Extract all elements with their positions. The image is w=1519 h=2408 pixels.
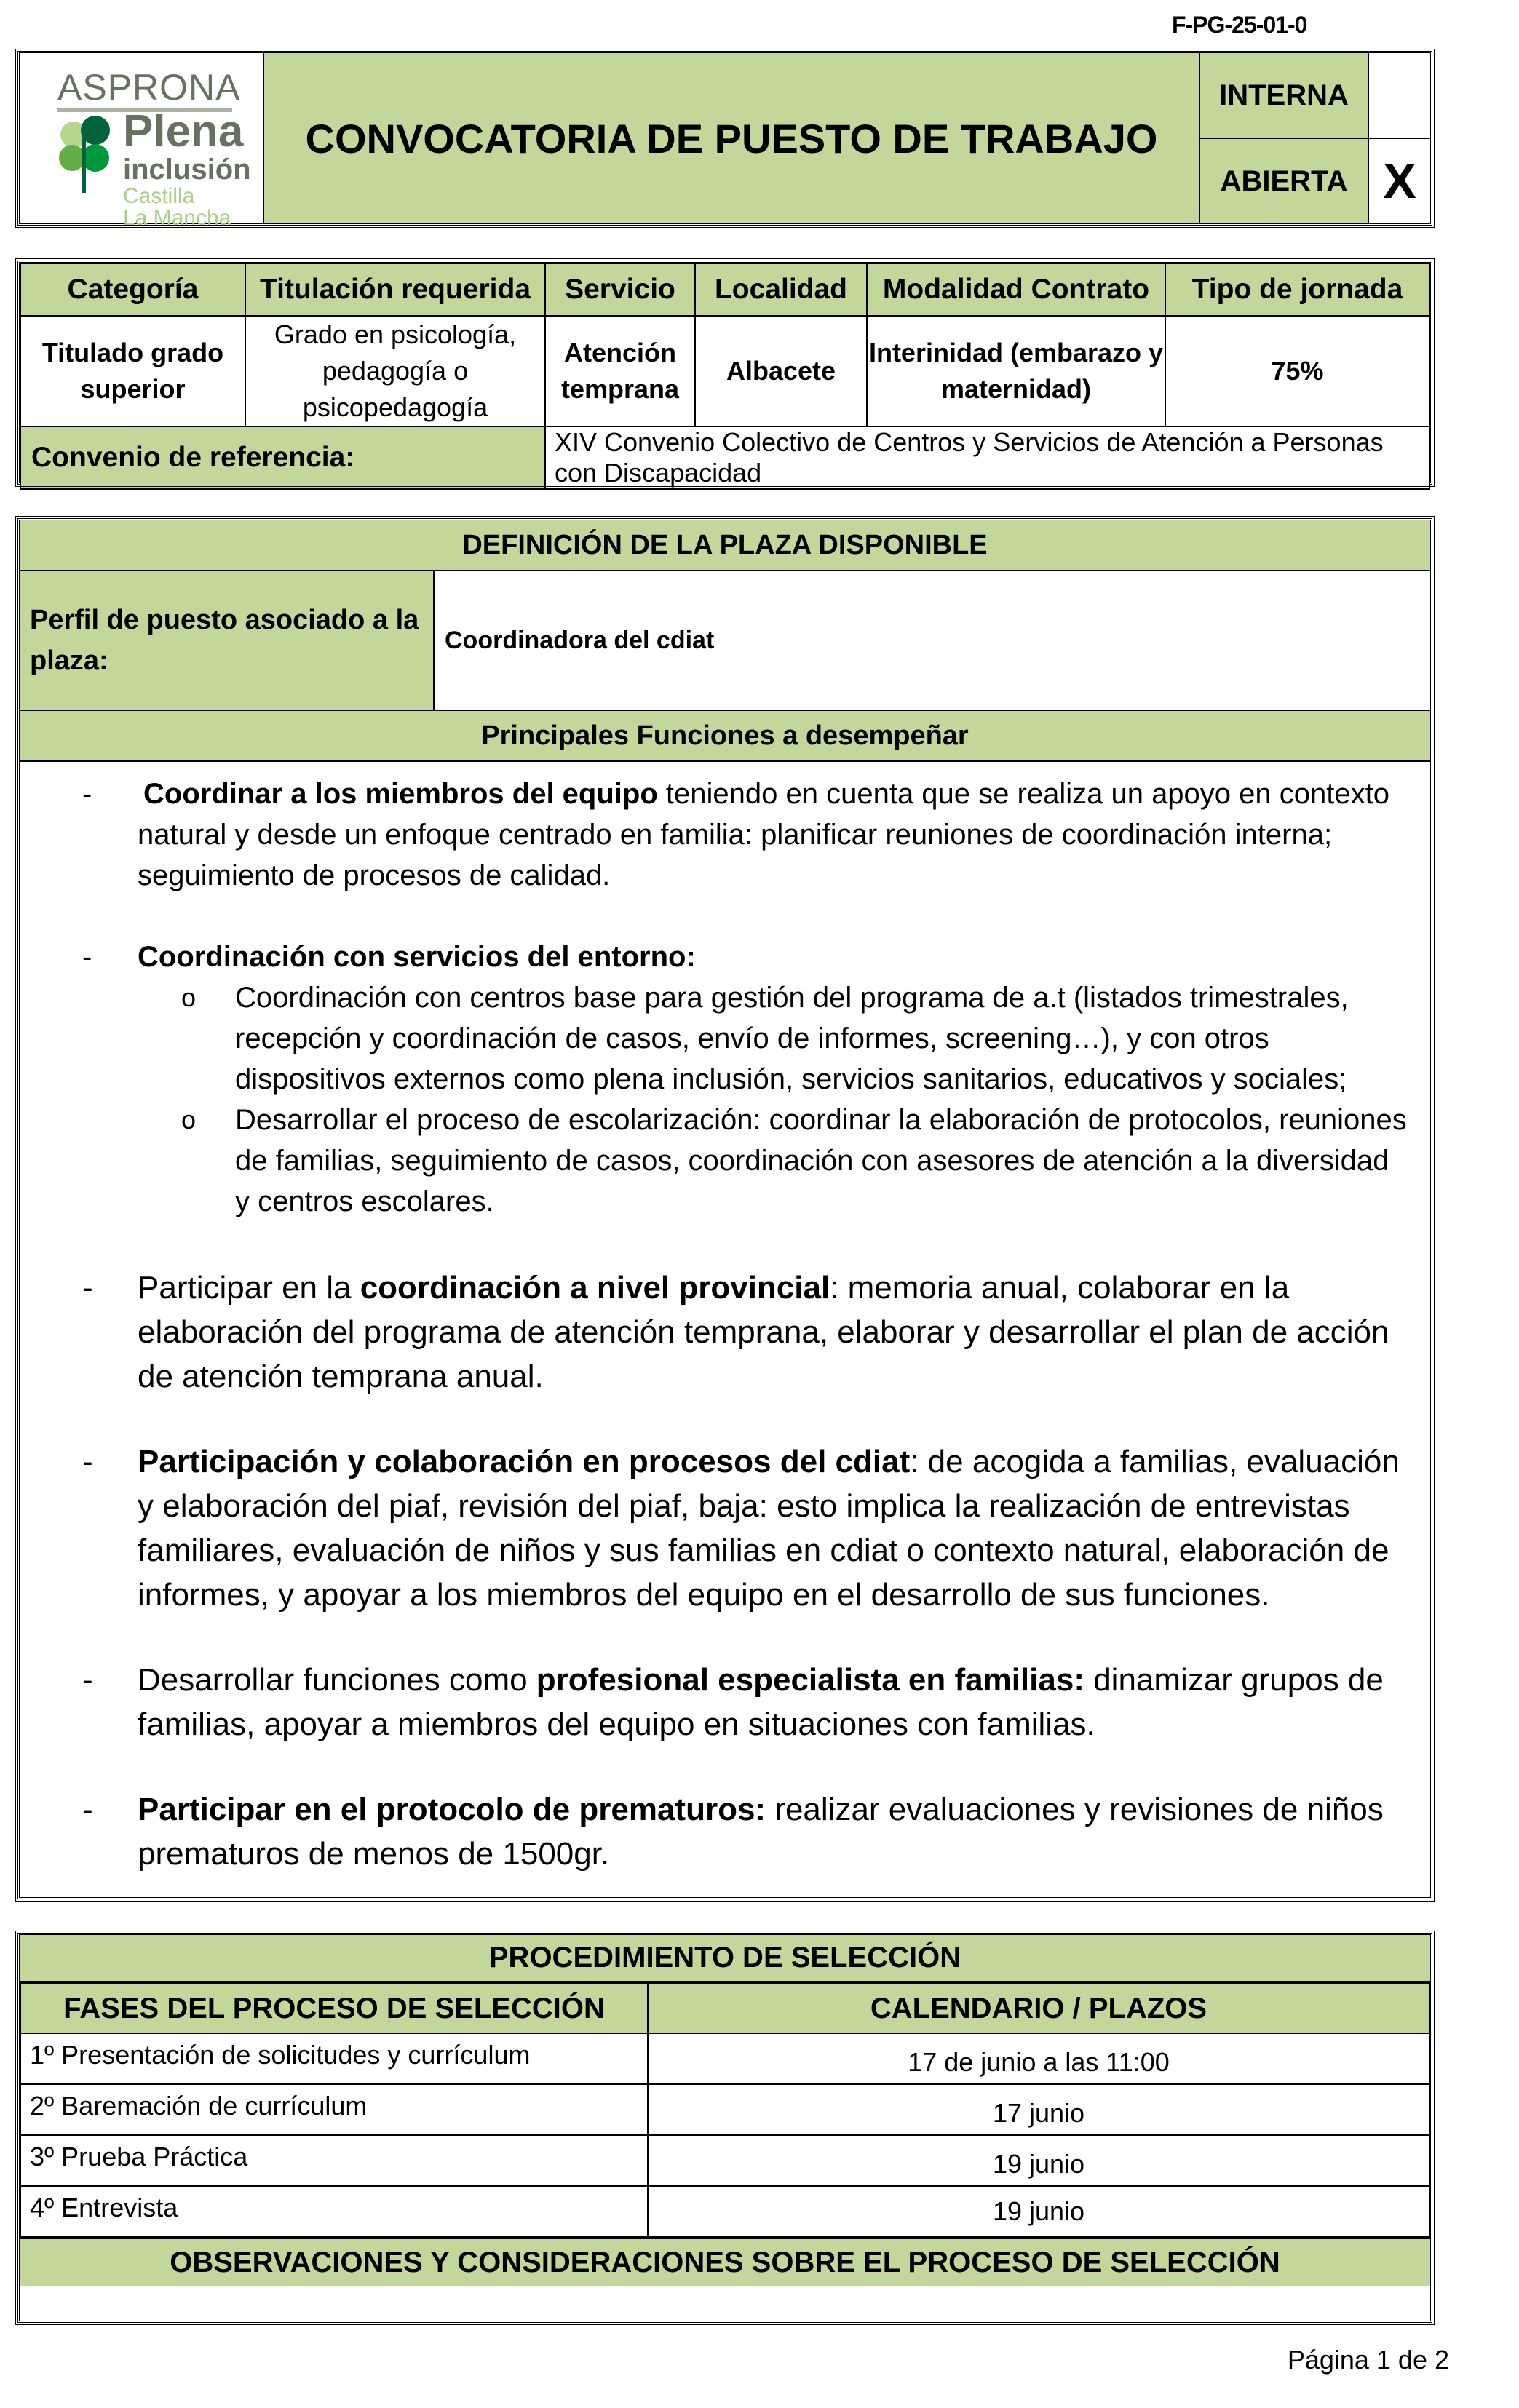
document-header — [17, 51, 1432, 230]
convocatoria-type-marks — [1369, 53, 1430, 223]
servicio-cell: Atención temprana — [545, 316, 695, 426]
categoria-cell: Titulado grado superior — [20, 316, 245, 426]
list-item — [20, 1439, 1408, 1617]
convocatoria-type — [1200, 53, 1369, 223]
item-bold: Participar en el protocolo de prematuros: — [138, 1792, 766, 1827]
list-item — [20, 937, 1408, 1222]
page-number: Página 1 de 2 — [1287, 2345, 1449, 2375]
sub-list-item — [181, 977, 1408, 1100]
table-row — [20, 2033, 1429, 2084]
convenio-label — [20, 426, 545, 489]
convenio-row — [20, 426, 1429, 489]
item-text: : de acogida a familias, evaluación y elaboración del piaf, revisión del piaf, baja: esto implica la realización de entrevistas familiares, evaluación de niños y sus familias en cdiat o contexto natural, elaboración de informes, y apoyar a los miembros del equipo en el desarrollo de sus funciones. — [138, 1444, 1400, 1613]
logo-region — [123, 186, 231, 229]
functions-title: Principales Funciones a desempeñar — [20, 711, 1430, 762]
column-header: CALENDARIO / PLAZOS — [648, 1984, 1429, 2033]
list-item — [20, 774, 1408, 896]
item-bold: coordinación a nivel provincial — [360, 1270, 830, 1306]
column-header: Titulación requerida — [245, 263, 545, 316]
phase-cell: 1º Presentación de solicitudes y currículum — [20, 2033, 648, 2084]
item-text: : memoria anual, colaborar en la elaboración del programa de atención temprana, elaborar y desarrollar el plan de acción de atención temprana anual. — [138, 1270, 1389, 1394]
option-abierta-checkbox[interactable]: X — [1383, 154, 1416, 209]
dash-bullet-icon: - — [82, 778, 92, 810]
list-item — [20, 1265, 1408, 1399]
table-row — [20, 316, 1429, 426]
date-cell: 17 de junio a las 11:00 — [648, 2033, 1429, 2084]
plaza-definition-section — [17, 518, 1432, 1899]
item-text: realizar evaluaciones y revisiones de niños prematuros de menos de 1500gr. — [138, 1792, 1384, 1872]
list-item — [20, 1787, 1408, 1876]
selection-procedure-section — [17, 1933, 1432, 2323]
item-text: dinamizar grupos de familias, apoyar a miembros del equipo en situaciones con familias. — [138, 1662, 1384, 1742]
item-bold: Coordinación con servicios del entorno: — [138, 941, 696, 973]
item-bold: profesional especialista en familias: — [536, 1662, 1084, 1698]
dash-bullet-icon: - — [82, 1270, 93, 1306]
date-cell: 19 junio — [648, 2186, 1429, 2237]
convenio-value: XIV Convenio Colectivo de Centros y Servicios de Atención a Personas con Discapacidad — [545, 426, 1429, 489]
table-row — [20, 2186, 1429, 2237]
dash-bullet-icon: - — [82, 1792, 93, 1827]
option-interna-label: INTERNA — [1200, 53, 1368, 139]
organization-logo — [20, 53, 264, 230]
perfil-value: Coordinadora del cdiat — [435, 571, 1430, 710]
date-cell: 17 junio — [648, 2084, 1429, 2135]
section-title: PROCEDIMIENTO DE SELECCIÓN — [20, 1935, 1430, 1983]
item-text: Desarrollar funciones como — [138, 1662, 536, 1698]
form-code: F-PG-25-01-0 — [1172, 12, 1307, 38]
sub-list-item — [181, 1100, 1408, 1222]
table-row — [20, 2084, 1429, 2135]
document-title: CONVOCATORIA DE PUESTO DE TRABAJO — [264, 53, 1200, 223]
option-abierta-label: ABIERTA — [1220, 164, 1348, 197]
column-header: Servicio — [545, 263, 695, 316]
titulacion-cell: Grado en psicología, pedagogía o psicopedagogía — [245, 316, 545, 426]
jornada-cell: 75% — [1165, 316, 1429, 426]
phase-cell: 3º Prueba Práctica — [20, 2135, 648, 2186]
sub-item-text: Coordinación con centros base para gestión del programa de a.t (listados trimestrales, recepción y coordinación de casos, envío de informes, screening…), y con otros dispositivos externos como plena inclusión, servicios sanitarios, educativos y sociales; — [235, 982, 1349, 1095]
item-bold: Participación y colaboración en procesos del cdiat — [138, 1444, 911, 1479]
section-title: DEFINICIÓN DE LA PLAZA DISPONIBLE — [20, 520, 1430, 571]
column-header: Modalidad Contrato — [867, 263, 1165, 316]
logo-inclusion: inclusión — [123, 154, 251, 186]
logo-org-name: ASPRONA — [57, 67, 241, 108]
date-cell: 19 junio — [648, 2135, 1429, 2186]
option-interna-checkbox[interactable] — [1369, 53, 1430, 139]
localidad-cell: Albacete — [695, 316, 867, 426]
observations-title: OBSERVACIONES Y CONSIDERACIONES SOBRE EL PROCESO DE SELECCIÓN — [20, 2238, 1430, 2286]
dash-bullet-icon: - — [82, 941, 92, 973]
phase-cell: 2º Baremación de currículum — [20, 2084, 648, 2135]
circle-bullet-icon: o — [181, 1105, 197, 1135]
job-details-table — [17, 261, 1432, 488]
logo-plena: Plena — [123, 106, 244, 156]
clover-icon — [57, 114, 116, 194]
logo-region-line2: La Mancha — [123, 206, 231, 230]
functions-list — [20, 762, 1430, 1876]
perfil-label: Perfil de puesto asociado a la plaza: — [20, 571, 435, 710]
item-bold: Coordinar a los miembros del equipo — [143, 778, 658, 810]
table-row — [20, 2135, 1429, 2186]
column-header: Localidad — [695, 263, 867, 316]
modalidad-cell: Interinidad (embarazo y maternidad) — [867, 316, 1165, 426]
table-header-row — [20, 1984, 1429, 2033]
list-item — [20, 1658, 1408, 1747]
column-header: Tipo de jornada — [1165, 263, 1429, 316]
convenio-label-text: Convenio de referencia: — [31, 442, 355, 473]
circle-bullet-icon: o — [181, 982, 197, 1012]
item-text: Participar en la — [138, 1270, 360, 1306]
column-header: FASES DEL PROCESO DE SELECCIÓN — [20, 1984, 648, 2033]
sub-list — [181, 977, 1408, 1222]
item-text: teniendo en cuenta que se realiza un apoyo en contexto natural y desde un enfoque centrado en familia: planificar reuniones de coordinación interna; seguimiento de procesos de calidad. — [138, 778, 1389, 891]
column-header: Categoría — [20, 263, 245, 316]
dash-bullet-icon: - — [82, 1662, 93, 1698]
dash-bullet-icon: - — [82, 1444, 93, 1479]
sub-item-text: Desarrollar el proceso de escolarización: coordinar la elaboración de protocolos, reuniones de familias, seguimiento de casos, coordinación con asesores de atención a la diversidad y centros escolares. — [235, 1104, 1407, 1217]
logo-region-line1: Castilla — [123, 184, 195, 208]
perfil-row — [20, 571, 1430, 711]
table-header-row — [20, 263, 1429, 316]
phase-cell: 4º Entrevista — [20, 2186, 648, 2237]
